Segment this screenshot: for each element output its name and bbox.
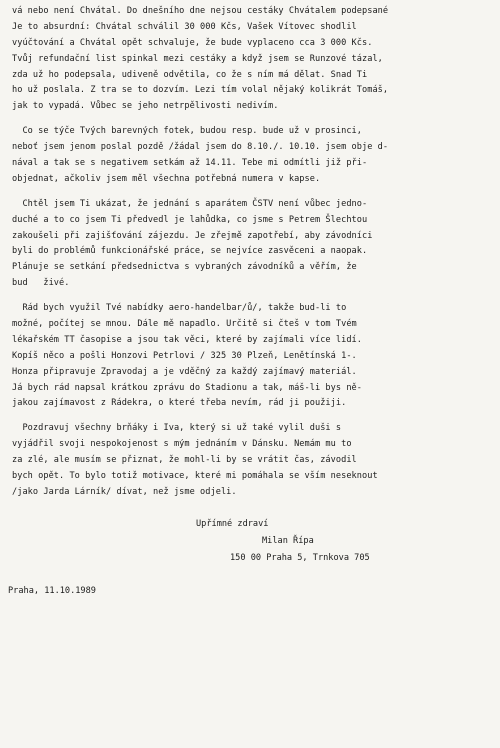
text-line: Tvůj refundační list spinkal mezi cestáky a když jsem se Runzové tázal, bbox=[12, 53, 383, 64]
paragraph-1 bbox=[12, 4, 494, 115]
signature-name: Milan Řípa bbox=[262, 536, 314, 546]
text-line: jakou zajímavost z Rádekra, o které třeba nevím, rád ji použiji. bbox=[12, 398, 347, 409]
text-line: duché a to co jsem Ti předvedl je lahůdka, co jsme s Petrem Šlechtou bbox=[12, 214, 368, 225]
letter-body bbox=[12, 4, 494, 501]
text-line: vyúčtování a Chvátal opět schvaluje, že bude vyplaceno cca 3 000 Kčs. bbox=[12, 37, 373, 48]
text-line: nával a tak se s negativem setkám až 14.11. Tebe mi odmítli již při- bbox=[12, 158, 368, 169]
text-line: vyjádřil svoji nespokojenost s mým jednáním v Dánsku. Nemám mu to bbox=[12, 439, 352, 450]
text-line: neboť jsem jenom poslal pozdě /žádal jsem do 8.10./. 10.10. jsem obje d- bbox=[12, 142, 389, 153]
text-line: zakoušeli při zajišťování zájezdu. Je zřejmě zapotřebí, aby závodníci bbox=[12, 230, 373, 241]
paragraph-2 bbox=[12, 124, 494, 188]
text-line: ho už poslala. Z tra se to dozvím. Lezi tím volal nějaký kolikrát Tomáš, bbox=[12, 85, 389, 96]
paragraph-3 bbox=[12, 197, 494, 292]
paragraph-gap bbox=[12, 188, 494, 197]
text-line: jak to vypadá. Vůbec se jeho netrpělivosti nedivím. bbox=[12, 101, 279, 112]
text-line: Co se týče Tvých barevných fotek, budou resp. bude už v prosinci, bbox=[12, 126, 362, 137]
text-line: za zlé, ale musím se přiznat, že mohl-li by se vrátit čas, závodil bbox=[12, 455, 357, 466]
closing-text: Upřímné zdraví bbox=[196, 519, 269, 529]
paragraph-gap bbox=[12, 292, 494, 301]
text-line: /jako Jarda Lárník/ dívat, než jsme odjeli. bbox=[12, 486, 237, 497]
text-line: Chtěl jsem Ti ukázat, že jednání s aparátem ČSTV není vůbec jedno- bbox=[12, 198, 368, 209]
text-line: objednat, ačkoliv jsem měl všechna potřebná numera v kapse. bbox=[12, 173, 321, 184]
text-line: lékařském TT časopise a jsou tak věci, které by zajímali více lidí. bbox=[12, 334, 362, 345]
text-line: Pozdravuj všechny brňáky i Iva, který si už také vylil duši s bbox=[12, 423, 342, 434]
text-line: Já bych rád napsal krátkou zprávu do Stadionu a tak, máš-li bys ně- bbox=[12, 382, 362, 393]
paragraph-4 bbox=[12, 301, 494, 412]
text-line: Je to absurdní: Chvátal schválil 30 000 Kčs, Vašek Vítovec shodlil bbox=[12, 21, 357, 32]
text-line: byli do problémů funkcionářské práce, se nejvíce zasvěceni a naopak. bbox=[12, 246, 368, 257]
text-line: zda už ho podepsala, udiveně odvětila, co že s ním má dělat. Snad Ti bbox=[12, 69, 368, 80]
text-line: možné, počítej se mnou. Dále mě napadlo. Určitě si čteš v tom Tvém bbox=[12, 319, 357, 330]
text-line: Kopíš něco a pošli Honzovi Petrlovi / 325 30 Plzeň, Lenětínská 1-. bbox=[12, 350, 357, 361]
text-line: Rád bych využil Tvé nabídky aero-handelbar/ů/, takže bud-li to bbox=[12, 303, 347, 314]
text-line: bud živé. bbox=[12, 278, 70, 289]
place-date: Praha, 11.10.1989 bbox=[8, 586, 96, 596]
signature-address: 150 00 Praha 5, Trnkova 705 bbox=[230, 553, 370, 563]
text-line: vá nebo není Chvátal. Do dnešního dne nejsou cestáky Chvátalem podepsané bbox=[12, 6, 389, 16]
signature-block bbox=[196, 516, 370, 567]
text-line: bych opět. To bylo totiž motivace, které mi pomáhala se vším neseknout bbox=[12, 471, 378, 482]
paragraph-gap bbox=[12, 115, 494, 124]
text-line: Honza připravuje Zpravodaj a je vděčný za každý zajímavý materiál. bbox=[12, 366, 357, 377]
paragraph-5 bbox=[12, 421, 494, 500]
text-line: Plánuje se setkání předsednictva s vybraných závodníků a věřím, že bbox=[12, 262, 357, 273]
paragraph-gap bbox=[12, 412, 494, 421]
